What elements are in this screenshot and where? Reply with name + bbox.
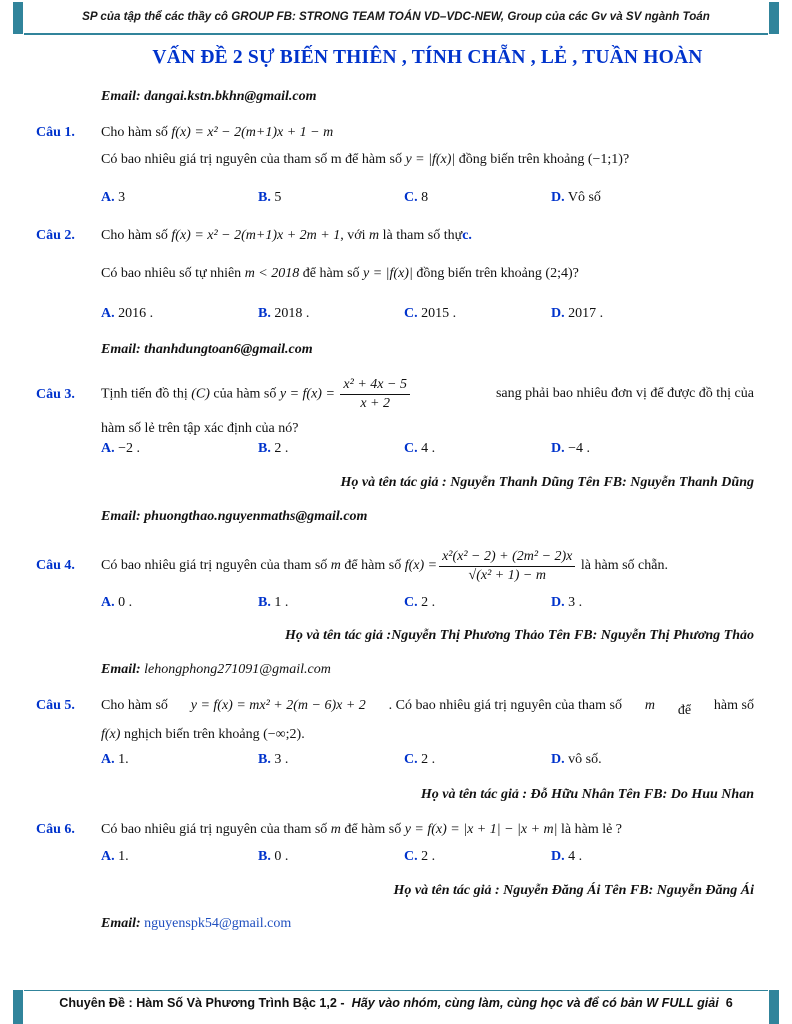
question-3-line-2: hàm số lẻ trên tập xác định của nó? <box>101 421 299 436</box>
footer-left-bar <box>13 990 23 1024</box>
email-line-3 <box>101 509 367 525</box>
question-5-line-1 <box>101 698 754 718</box>
question-2-line-2 <box>101 266 579 282</box>
q5-end: . <box>301 727 305 742</box>
question-6-label: Câu 6. <box>36 822 75 837</box>
question-3-line-1 <box>101 372 754 416</box>
email-line-4 <box>101 662 331 678</box>
email-value-2: thanhdungtoan6@gmail.com <box>144 342 313 357</box>
q1-option-a: A. 3 <box>101 190 126 205</box>
q6-text: Có bao nhiêu giá trị nguyên của tham số <box>101 822 328 837</box>
question-5-line-2 <box>101 727 305 743</box>
header-right-bar <box>769 2 779 34</box>
q5-option-d: D. vô số. <box>551 752 602 767</box>
q4-text-2: để hàm số <box>344 558 402 573</box>
q2-end: ? <box>572 266 579 281</box>
page-number: 6 <box>725 996 733 1010</box>
header-left-bar <box>13 2 23 34</box>
q1-text: Cho hàm số <box>101 125 168 140</box>
author-line-4: Họ và tên tác giả : Nguyễn Đăng Ái Tên FB: Nguyễn Đăng Ái <box>393 883 754 898</box>
q4-var: m <box>330 558 341 573</box>
q6-option-d: D. 4 . <box>551 849 583 864</box>
q6-option-b: B. 0 . <box>258 849 289 864</box>
q4-fraction <box>439 549 575 584</box>
page-title: VẤN ĐỀ 2 SỰ BIẾN THIÊN , TÍNH CHẴN , LẺ , TUẦN HOÀN <box>152 47 703 68</box>
q2-text: Cho hàm số <box>101 228 168 243</box>
header-text: SP của tập thể các thầy cô GROUP FB: STRONG TEAM TOÁN VD–VDC-NEW, Group của các Gv và SV ngành Toán <box>82 10 710 23</box>
email-label-3: Email: <box>101 509 141 524</box>
q3-lhs: y = f(x) = <box>279 386 335 402</box>
q2-formula: f(x) = x² − 2(m+1)x + 2m + 1 <box>171 228 341 243</box>
question-6-line-1 <box>101 822 622 838</box>
q5-option-b: B. 3 . <box>258 752 289 767</box>
q1-interval: (−1;1) <box>587 152 623 167</box>
q3-option-a: A. −2 . <box>101 441 141 456</box>
q3-option-d: D. −4 . <box>551 441 591 456</box>
q1-text-2: Có bao nhiêu giá trị nguyên của tham số m để hàm số <box>101 152 402 167</box>
q5-var: m <box>644 698 655 713</box>
footer-rule <box>24 990 768 991</box>
q4-numerator: x²(x² − 2) + (2m² − 2)x <box>439 549 575 567</box>
q2-text-4: c. <box>462 228 472 243</box>
q4-option-b: B. 1 . <box>258 595 289 610</box>
email-value-3: phuongthao.nguyenmaths@gmail.com <box>144 509 368 524</box>
q6-formula: y = f(x) = |x + 1| − |x + m| <box>404 822 558 837</box>
q5-option-a: A. 1. <box>101 752 129 767</box>
q3-option-b: B. 2 . <box>258 441 289 456</box>
q4-text-3: là hàm số chẵn. <box>580 558 668 573</box>
question-3-label: Câu 3. <box>36 387 75 402</box>
q3-denominator: x + 2 <box>360 395 391 411</box>
q1-text-3: đồng biến trên khoảng <box>458 152 585 167</box>
q2-option-d: D. 2017 . <box>551 306 604 321</box>
q5-formula: y = f(x) = mx² + 2(m − 6)x + 2 <box>190 698 366 713</box>
footer-slogan: Hãy vào nhóm, cùng làm, cùng học và để có bản W FULL giải <box>351 996 719 1010</box>
q4-lhs: f(x) = <box>404 558 438 573</box>
q6-option-c: C. 2 . <box>404 849 436 864</box>
question-4-line-1 <box>101 541 668 591</box>
q2-text-5: Có bao nhiêu số tự nhiên <box>101 266 242 281</box>
author-line-3: Họ và tên tác giả : Đỗ Hữu Nhân Tên FB: Do Huu Nhan <box>420 787 754 802</box>
q2-formula-2: y = |f(x)| <box>363 266 413 281</box>
q5-text-2: . Có bao nhiêu giá trị nguyên của tham số <box>388 698 622 713</box>
q2-text-6: để hàm số <box>302 266 360 281</box>
page-footer <box>36 996 756 1010</box>
q6-option-a: A. 1. <box>101 849 129 864</box>
q6-var: m <box>330 822 341 837</box>
question-1-label: Câu 1. <box>36 125 75 140</box>
q5-option-c: C. 2 . <box>404 752 436 767</box>
author-line-1: Họ và tên tác giả : Nguyễn Thanh Dũng Tên FB: Nguyễn Thanh Dũng <box>340 475 754 490</box>
q1-option-b: B. 5 <box>258 190 282 205</box>
question-4-label: Câu 4. <box>36 558 75 573</box>
header-rule <box>24 33 768 35</box>
q4-text: Có bao nhiêu giá trị nguyên của tham số <box>101 558 328 573</box>
q1-formula-2: y = |f(x)| <box>405 152 456 167</box>
q4-option-a: A. 0 . <box>101 595 133 610</box>
q2-option-a: A. 2016 . <box>101 306 154 321</box>
email-label-4: Email: <box>101 662 141 677</box>
q2-text-2: , với <box>340 228 366 243</box>
q2-cond: m < 2018 <box>244 266 300 281</box>
q1-option-c: C. 8 <box>404 190 429 205</box>
q1-formula: f(x) = x² − 2(m+1)x + 1 − m <box>171 125 334 140</box>
q5-text-de: để <box>677 703 692 718</box>
q3-text-2: của hàm số <box>213 386 277 402</box>
q5-text: Cho hàm số <box>101 698 168 713</box>
q2-var: m <box>369 228 380 243</box>
footer-topic: Chuyên Đề : Hàm Số Và Phương Trình Bậc 1,2 - <box>59 996 345 1010</box>
q3-text: Tịnh tiến đồ thị <box>101 386 188 402</box>
q3-c: (C) <box>191 386 210 402</box>
q2-text-3: là tham số thự <box>382 228 463 243</box>
page-header <box>0 0 792 38</box>
question-1-line-2 <box>101 152 629 168</box>
q3-fraction <box>340 377 410 412</box>
question-5-label: Câu 5. <box>36 698 75 713</box>
email-value: dangai.kstn.bkhn@gmail.com <box>144 89 317 104</box>
email-line-5 <box>101 916 291 932</box>
author-line-2: Họ và tên tác giả :Nguyễn Thị Phương Thảo Tên FB: Nguyễn Thị Phương Thảo <box>285 628 754 643</box>
question-2-line-1 <box>101 228 472 244</box>
q4-option-c: C. 2 . <box>404 595 436 610</box>
q2-option-c: C. 2015 . <box>404 306 457 321</box>
email-label: Email: <box>101 89 141 104</box>
question-2-label: Câu 2. <box>36 228 75 243</box>
q4-option-d: D. 3 . <box>551 595 583 610</box>
email-line-1 <box>101 89 316 105</box>
q2-interval: (2;4) <box>545 266 573 281</box>
q3-lead <box>101 377 412 412</box>
q6-text-2: để hàm số <box>344 822 402 837</box>
q3-option-c: C. 4 . <box>404 441 436 456</box>
email-label-5: Email: <box>101 916 141 931</box>
q3-numerator: x² + 4x − 5 <box>340 377 410 395</box>
email-label-2: Email: <box>101 342 141 357</box>
footer-right-bar <box>769 990 779 1024</box>
q1-end: ? <box>622 152 630 167</box>
question-1-line-1 <box>101 125 333 141</box>
q1-option-d: D. Vô số <box>551 190 601 205</box>
q5-interval: (−∞;2) <box>263 727 302 742</box>
q6-text-3: là hàm lẻ ? <box>561 822 623 837</box>
email-line-2 <box>101 342 313 358</box>
email-value-4: lehongphong271091@gmail.com <box>144 662 331 677</box>
q5-text-3: hàm số <box>713 698 754 713</box>
q4-denominator: √(x² + 1) − m <box>468 567 546 583</box>
q2-text-7: đồng biến trên khoảng <box>416 266 542 281</box>
q2-option-b: B. 2018 . <box>258 306 310 321</box>
q5-formula-2: f(x) <box>101 727 121 742</box>
email-link[interactable]: nguyenspk54@gmail.com <box>144 916 292 931</box>
q3-text-3: sang phải bao nhiêu đơn vị để được đồ thị của <box>495 386 754 401</box>
q5-text-4: nghịch biến trên khoảng <box>123 727 260 742</box>
